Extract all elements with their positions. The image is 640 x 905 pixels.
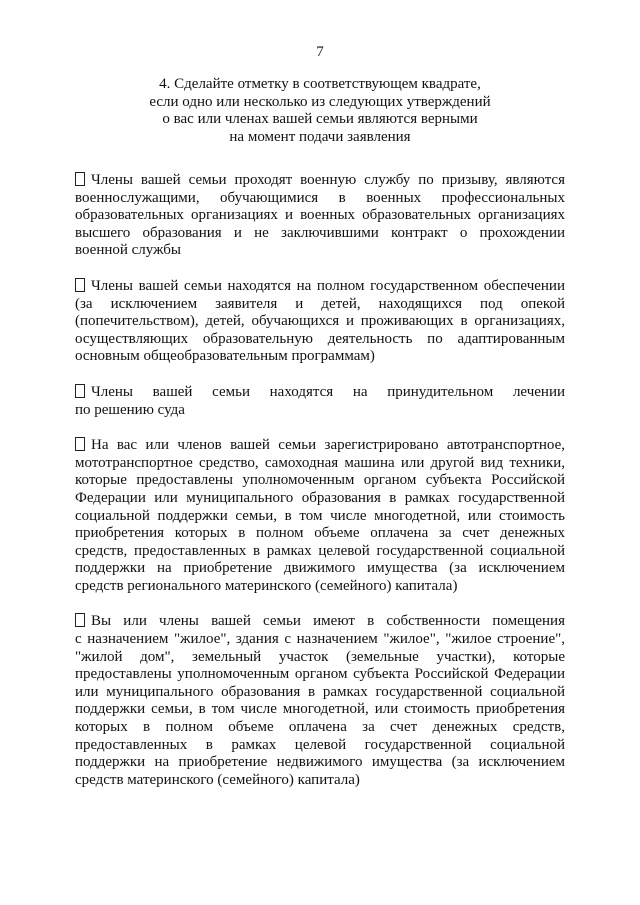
heading-line: если одно или несколько из следующих утверждений: [149, 93, 491, 110]
section-heading: [90, 76, 550, 146]
statement-item-military-service: [75, 172, 565, 260]
statement-line: военной службы: [75, 242, 181, 259]
statement-line: поддержки на приобретение движимого имущества (за исключением: [75, 560, 565, 577]
heading-line: на момент подачи заявления: [229, 128, 411, 145]
statement-line: основным общеобразовательным программам): [75, 348, 375, 365]
heading-line: 4. Сделайте отметку в соответствующем квадрате,: [159, 76, 481, 92]
statement-line: которые предоставлены уполномоченным органом субъекта Российской: [75, 472, 565, 489]
statement-line: Вы или члены вашей семьи имеют в собственности помещения: [75, 613, 565, 631]
statement-line: поддержки семьи, в том числе многодетной, или стоимость приобретения: [75, 701, 565, 718]
statement-line: военнослужащими, обучающимися в военных профессиональных: [75, 189, 565, 206]
statement-line: по решению суда: [75, 401, 185, 418]
statement-line: средств, предоставленных в рамках целевой государственной социальной: [75, 542, 565, 559]
page-number: 7: [316, 44, 324, 60]
statement-line: образовательных организациях и военных образовательных организациях: [75, 207, 565, 224]
statement-line: Члены вашей семьи проходят военную службу по призыву, являются: [75, 172, 565, 190]
statement-line: (за исключением заявителя и детей, находящихся под опекой: [75, 295, 565, 312]
statement-line: Члены вашей семьи находятся на принудительном лечении: [75, 384, 565, 402]
statement-line: средств материнского (семейного) капитала): [75, 771, 360, 788]
statement-line: (попечительством), детей, обучающихся и проживающих в организациях,: [75, 313, 565, 330]
statement-line: На вас или членов вашей семьи зарегистрировано автотранспортное,: [75, 437, 565, 455]
statement-item-vehicles: [75, 437, 565, 595]
statement-item-compulsory-treatment: [75, 384, 565, 419]
checkbox[interactable]: [75, 172, 85, 186]
statement-line: социальной поддержки семьи, в том числе многодетной, или стоимость: [75, 507, 565, 524]
statement-line: "жилой дом", земельный участок (земельные участки), которые: [75, 648, 565, 665]
statement-line: Федерации или муниципального образования в рамках государственной: [75, 489, 565, 506]
checkbox[interactable]: [75, 384, 85, 398]
statement-line: осуществляющих образовательную деятельность по адаптированным: [75, 330, 565, 347]
statement-line: высшего образования и не заключившими контракт о прохождении: [75, 224, 565, 241]
statement-line: приобретения которых в полном объеме оплачена за счет денежных: [75, 525, 565, 542]
heading-line: о вас или членах вашей семьи являются верными: [162, 111, 478, 127]
statement-item-real-estate: [75, 613, 565, 789]
statement-line: поддержки на приобретение недвижимого имущества (за исключением: [75, 754, 565, 771]
statement-line: мототранспортное средство, самоходная машина или другой вид техники,: [75, 454, 565, 471]
statement-item-state-support: [75, 278, 565, 366]
statement-line: Члены вашей семьи находятся на полном государственном обеспечении: [75, 278, 565, 296]
statement-line: или муниципального образования в рамках государственной социальной: [75, 683, 565, 700]
checkbox[interactable]: [75, 613, 85, 627]
checkbox[interactable]: [75, 278, 85, 292]
statement-line: средств регионального материнского (семейного) капитала): [75, 577, 458, 594]
statement-line: с назначением "жилое", здания с назначением "жилое", "жилое строение",: [75, 631, 565, 648]
statement-list: [75, 172, 565, 807]
checkbox[interactable]: [75, 437, 85, 451]
statement-line: предоставленных в рамках целевой государственной социальной: [75, 736, 565, 753]
statement-line: которых в полном объеме оплачена за счет денежных средств,: [75, 719, 565, 736]
statement-line: предоставлены уполномоченным органом субъекта Российской Федерации: [75, 666, 565, 683]
